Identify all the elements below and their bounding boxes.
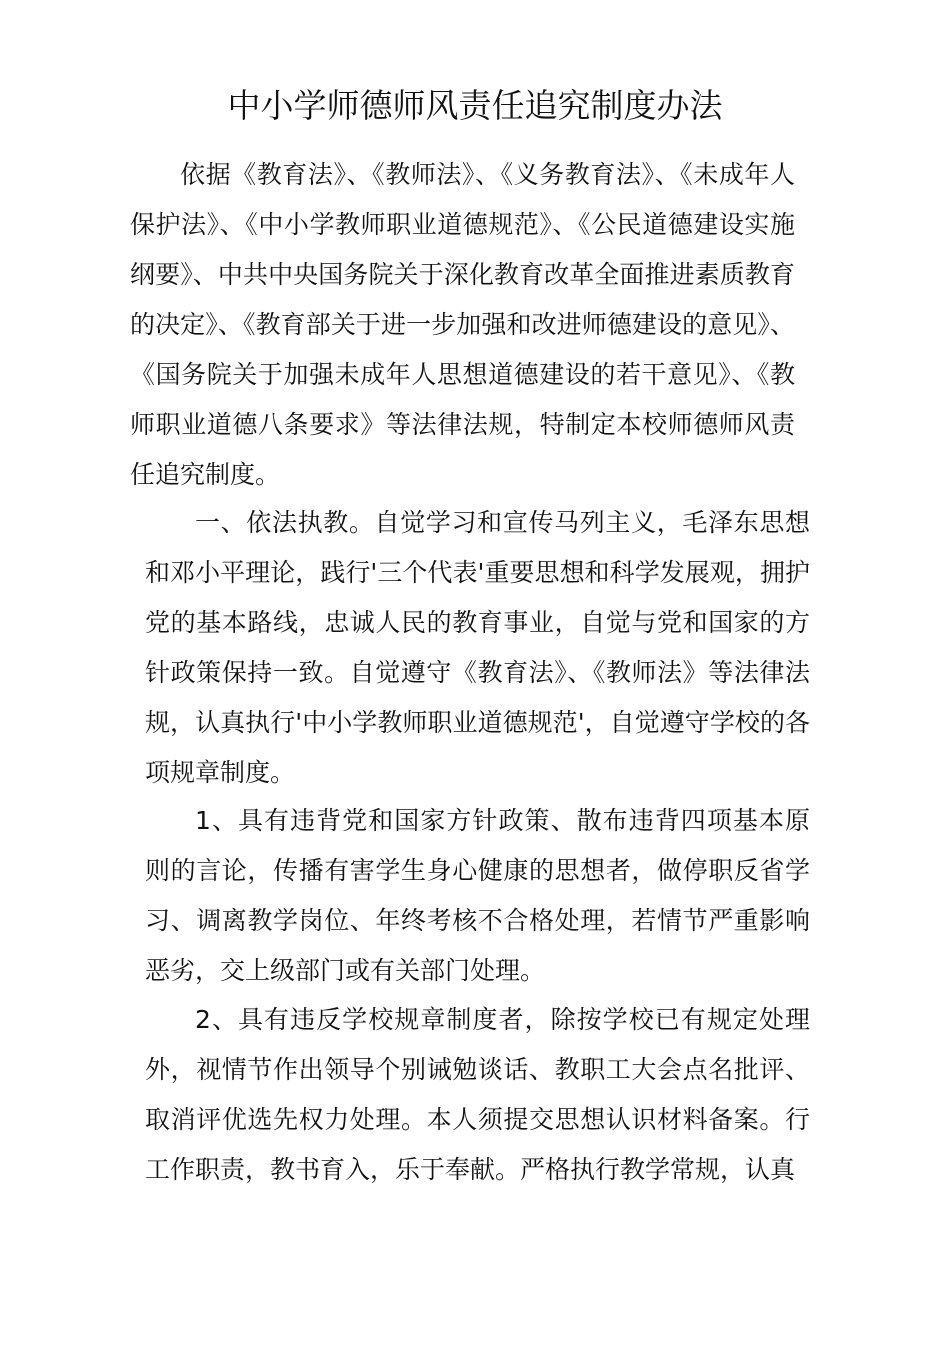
item-paragraph-2: 2、具有违反学校规章制度者，除按学校已有规定处理外，视情节作出领导个别诫勉谈话、教职工大会点名批评、取消评优选先权力处理。本人须提交思想认识材料备案。行工作职责，教书育入，乐于奉献。严格执行教学常规，认真	[145, 1005, 810, 1184]
document-title: 中小学师德师风责任追究制度办法	[227, 86, 723, 125]
intro-paragraph: 依据《教育法》、《教师法》、《义务教育法》、《未成年人保护法》、《中小学教师职业道德规范》、《公民道德建设实施纲要》、中共中央国务院关于深化教育改革全面推进素质教育的决定》、《教育部关于进一步加强和改进师德建设的意见》、《国务院关于加强未成年人思想道德建设的若干意见》、《教师职业道德八条要求》等法律法规，特制定本校师德师风责任追究制度。	[130, 160, 795, 489]
section-paragraph-1: 一、依法执教。自觉学习和宣传马列主义，毛泽东思想和邓小平理论，践行'三个代表'重要思想和科学发展观，拥护党的基本路线，忠诚人民的教育事业，自觉与党和国家的方针政策保持一致。自觉遵守《教育法》、《教师法》等法律法规，认真执行'中小学教师职业道德规范'，自觉遵守学校的各项规章制度。	[145, 508, 810, 787]
item-paragraph-1: 1、具有违背党和国家方针政策、散布违背四项基本原则的言论，传播有害学生身心健康的思想者，做停职反省学习、调离教学岗位、年终考核不合格处理，若情节严重影响恶劣，交上级部门或有关部门处理。	[145, 806, 810, 985]
